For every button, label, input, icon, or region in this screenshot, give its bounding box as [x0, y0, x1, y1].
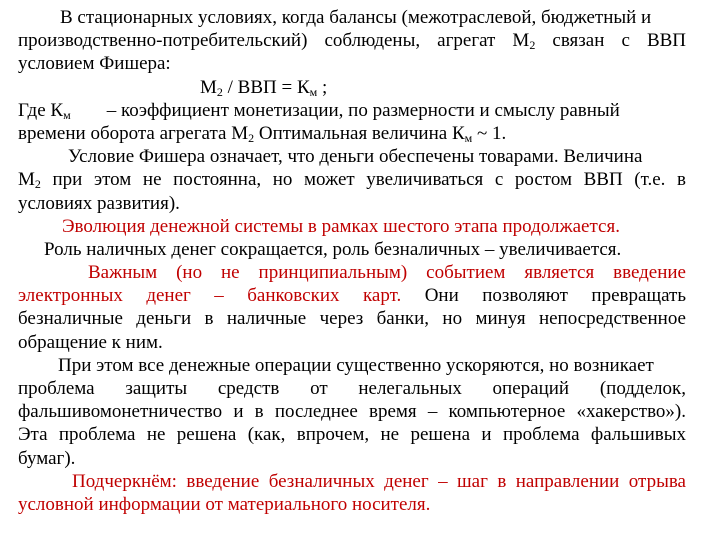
document-page [18, 6, 686, 516]
para6-line1: Важным (но не принципиальным) событием является введение [88, 262, 686, 284]
para7-line2: проблема защиты средств от нелегальных операций (подделок, [18, 378, 686, 399]
para1-line3: условием Фишера: [18, 53, 171, 75]
para7-line4: Эта проблема не решена (как, впрочем, не решена и проблема фальшивых [18, 424, 686, 446]
para2-line2: времени оборота агрегата $М_2$ Оптимальная величина $К_м$ ~ 1. [18, 122, 507, 145]
para5-line: Роль наличных денег сокращается, роль безналичных – увеличивается. [44, 238, 622, 260]
para6-line4: обращение к ним. [18, 331, 163, 353]
para6-line3: безналичные деньги в наличные через банки, но минуя непосредственное [18, 308, 686, 330]
para7-line5: бумаг). [18, 447, 76, 469]
para7-line1: При этом все денежные операции существенно ускоряются, но возникает [58, 354, 654, 376]
fisher-formula: $М_2$ / ВВП = $К_м$ ; [200, 76, 328, 99]
para4-highlight: Эволюция денежной системы в рамках шестого этапа продолжается. [62, 215, 620, 237]
para2-line1: Где $К_м$ – коэффициент монетизации, по размерности и смыслу равный [18, 99, 620, 122]
para8-line2: условной информации от материального носителя. [18, 493, 431, 515]
para6-line2-highlight: электронных денег – банковских карт. [18, 285, 402, 307]
para1-line2: производственно-потребительский) соблюдены, агрегат $М_2$ связан с ВВП [18, 30, 686, 53]
para7-line3: фальшивомонетничество и в последнее время – компьютерное «хакерство»). [18, 401, 686, 423]
para8-line1: Подчеркнём: введение безналичных денег – шаг в направлении отрыва [72, 470, 686, 492]
para3-line2: $М_2$ при этом не постоянна, но может увеличиваться с ростом ВВП (т.е. в [18, 169, 686, 192]
para1-line1: В стационарных условиях, когда балансы (межотраслевой, бюджетный и [60, 7, 652, 28]
para6-line2: электронных денег – банковских карт. Они позволяют превращать [18, 285, 686, 307]
para3-line1: Условие Фишера означает, что деньги обеспечены товарами. Величина [68, 146, 643, 168]
para3-line3: условиях развития). [18, 192, 180, 214]
